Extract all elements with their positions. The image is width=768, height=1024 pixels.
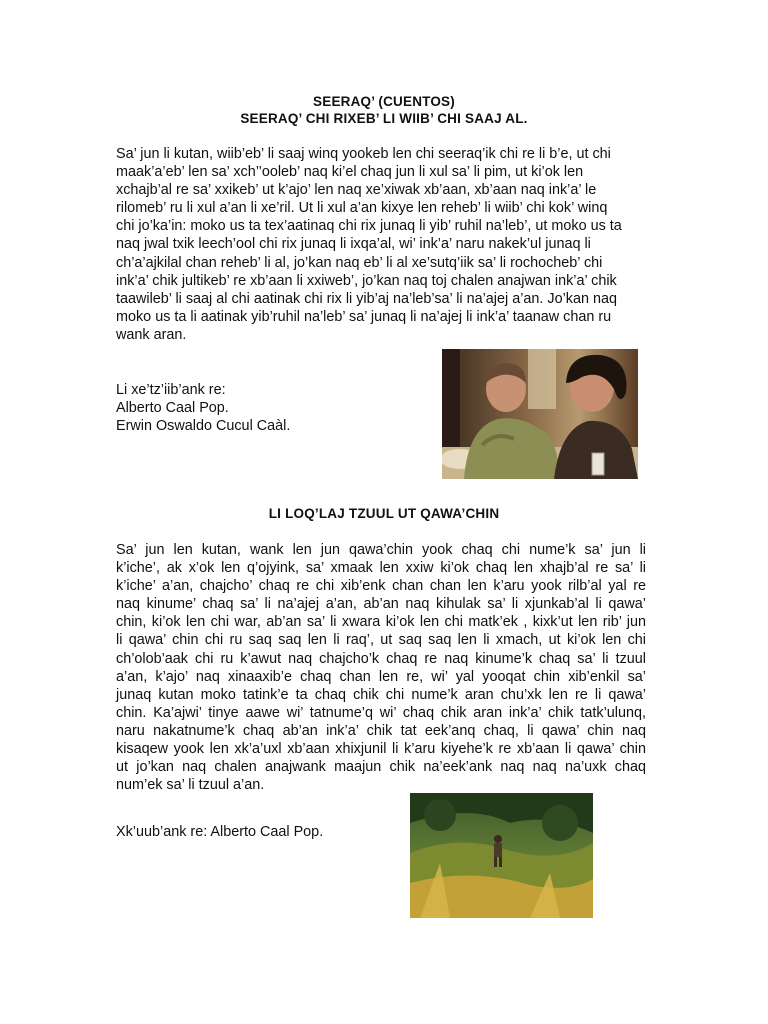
- text-line: k’iche’, ak x’ok len q’ojyink, sa’ xmaak len xxiw ki’ok chaq len xhajb’al re sa’ li: [116, 560, 646, 577]
- text-line: ink’a’ chik jultikeb’ re xb’aan li xxiweb’, jo’kan naq toj chalen anajwan ink’a’ chik: [116, 272, 617, 289]
- text-line: Sa’ jun len kutan, wank len jun qawa’chin yook chaq chi nume’k sa’ jun li: [116, 542, 646, 558]
- text-line: chin. Ka’ajwi’ tinye aawe wi’ tatnume’q wi’ chaq chik aran ink’a’ chik tatk’ulunq,: [116, 704, 646, 721]
- text-line: moko us ta li aatinak yib’ruhil na’leb’ sa’ junaq li na’ajej li ink’a’ taanaw chan ru: [116, 308, 612, 325]
- story2-credit: Xk’uub’ank re: Alberto Caal Pop.: [116, 824, 324, 840]
- text-line: Sa’ jun li kutan, wiib’eb’ li saaj winq yookeb len chi seeraq’ik chi re li b’e, ut chi: [116, 146, 611, 162]
- text-line: naq jwal txik leech’ool chi rix junaq li ixqa’al, wi’ ink’a’ naru nakek’ul junaq li: [116, 236, 591, 253]
- story1-credits: [116, 381, 290, 435]
- text-line: junaq kutan moko tatink’e ta chaq chik chi nume’k aran chu’xk len re li qawa’: [116, 686, 646, 703]
- text-line: chi jo’ka’in: moko us ta tex’aatinaq chi rix junaq li yib’ ruhil na’leb’, ut moko us ta: [116, 218, 622, 235]
- text-line: maak’a’eb’ len sa’ xch’’ooleb’ naq ki’el chaq jun li xul sa’ li pim, ut ki’ok len: [116, 164, 584, 181]
- text-line: rilomeb’ ru li xul a’an li xe’ril. Ut li xul a’an kixye len reheb’ li wiib’ chi kok’ winq: [116, 200, 608, 217]
- story1-title-line1: SEERAQ’ (CUENTOS): [313, 94, 455, 109]
- text-line: k’iche’ a’an, chajcho’ chaq re chi xib’enk chan chan len k’aru yook rilb’al yal re: [116, 578, 646, 595]
- text-line: chin, ki’ok len chi war, ab’an sa’ li xwara ki’ok len chi matk’ek , kixk’ut len rib’ jun: [116, 614, 646, 631]
- story1-paragraph: [116, 145, 651, 344]
- text-line: naru nakatnume’k chaq ab’an ink’a’ chik tat eek’anq chaq, li qawa’ chin naq: [116, 722, 646, 739]
- text-line: kisaqew yook len xk’a’uxl xb’aan xhixjunil li k’aru kiyehe’k re xb’aan li qawa’ chin: [116, 741, 646, 758]
- text-line: wank aran.: [116, 326, 187, 343]
- photo-hillside-hiker: [410, 793, 593, 918]
- text-line: taawileb’ li saaj al chi aatinak chi rix li yib’aj na’leb’sa’ li na’ajej a’an. Jo’kan naq: [116, 290, 618, 307]
- text-line: xchajb’al re sa’ xxikeb’ ut k’ajo’ len naq xe’xiwak xb’aan, xb’aan naq ink’a’ le: [116, 182, 597, 199]
- story2-paragraph: [116, 541, 646, 794]
- text-line: naq kinume’ chaq sa’ li na’ajej a’an, ab’an naq kihulak sa’ li xjunkab’al li qawa’: [116, 596, 646, 613]
- author-name: Alberto Caal Pop.: [116, 400, 229, 416]
- credit-label: Li xe’tz’iib’ank re:: [116, 382, 226, 398]
- text-line: li qawa’ chin chi ru saq saq len li raq’, ut saq saq len li xmach, ut ki’ok len chi: [116, 632, 646, 649]
- text-line: ch’a’ajkilal chan reheb’ li al, jo’kan naq eb’ li al xe’sutq’iik sa’ li rochocheb’ chi: [116, 254, 603, 271]
- photo-two-men-talking: [442, 349, 638, 479]
- text-line: num’ek sa’ li tzuul a’an.: [116, 777, 265, 794]
- text-line: ch’olob’aak chi ru k’awut naq chajcho’k chaq re naq kinume’k chaq sa’ li tzuul: [116, 650, 646, 667]
- text-line: ut jo’kan naq chalen anajwank maajun chik na’eek’ank naq naq na’uxk chaq: [116, 759, 646, 776]
- story2-title: LI LOQ’LAJ TZUUL UT QAWA’CHIN: [268, 506, 500, 521]
- author-name: Erwin Oswaldo Cucul Caàl.: [116, 418, 291, 434]
- text-line: a’an, k’ajo’ naq xinaaxib’e chaq chan len re, wi’ yal yooqat chin xib’enkil sa’: [116, 668, 646, 685]
- story1-title-line2: SEERAQ’ CHI RIXEB’ LI WIIB’ CHI SAAJ AL.: [240, 111, 528, 126]
